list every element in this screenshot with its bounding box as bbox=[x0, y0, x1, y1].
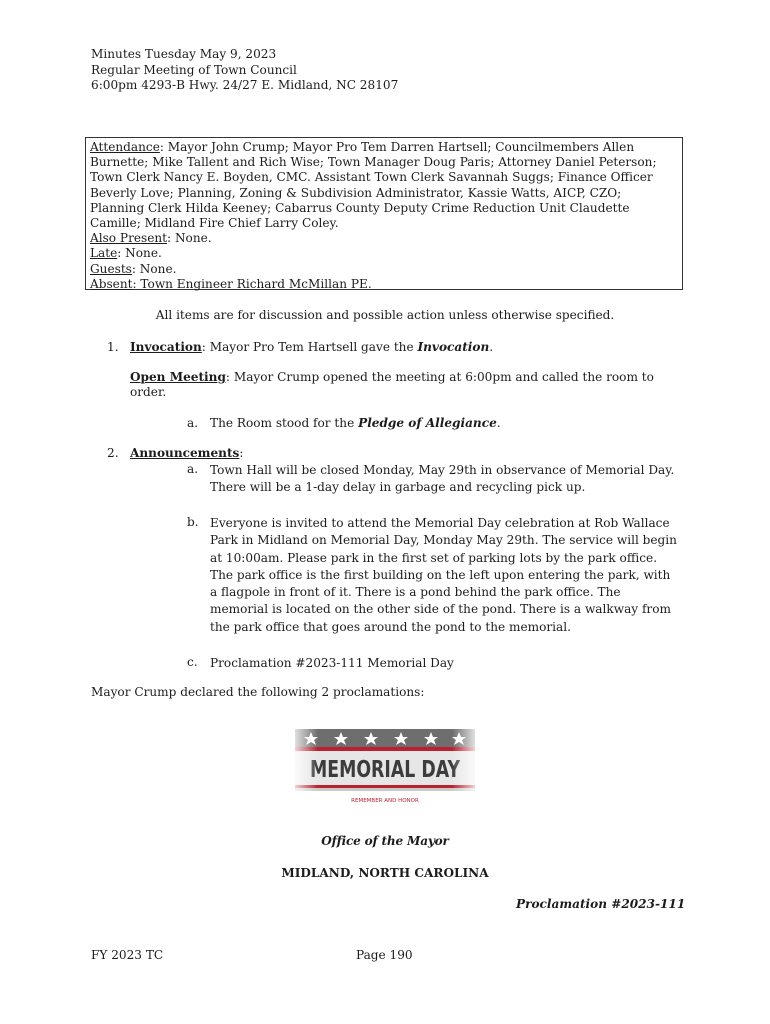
proclamation-number: Proclamation #2023-111 bbox=[516, 897, 686, 911]
sub-item-letter: a. bbox=[187, 462, 199, 476]
late: Late: None. bbox=[90, 246, 162, 261]
announcement-proclamation: Proclamation #2023-111 Memorial Day bbox=[210, 656, 454, 670]
header-meeting-type: Regular Meeting of Town Council bbox=[91, 62, 297, 77]
invocation-label: Invocation bbox=[130, 340, 202, 354]
announcement-memorial-celebration: Everyone is invited to attend the Memorial Day celebration at Rob Wallace Park in Midland on Memorial Day, Monday May 29th. The service will begin at 10:00am. Please park in the first set of parking lots by the park office. The park office is the first building on the left upon entering the park, with a flagpole in front of it. There is a pond behind the park office. The memorial is located on the other side of the pond. There is a walkway from the park office that goes around the pond to the memorial. bbox=[210, 516, 677, 634]
sub-item-letter: c. bbox=[187, 655, 198, 669]
attendance-box bbox=[85, 137, 683, 290]
sub-item-letter: a. bbox=[187, 416, 199, 430]
declared-proclamations: Mayor Crump declared the following 2 proclamations: bbox=[91, 685, 425, 699]
absent: Absent: Town Engineer Richard McMillan PE. bbox=[90, 276, 372, 291]
pledge-item: The Room stood for the Pledge of Allegiance. bbox=[210, 416, 501, 430]
attendance-line: Town Clerk Nancy E. Boyden, CMC. Assistant Town Clerk Savannah Suggs; Finance Officer bbox=[90, 170, 653, 185]
footer-fiscal-year: FY 2023 TC bbox=[91, 948, 164, 962]
attendance-line: Beverly Love; Planning, Zoning & Subdivision Administrator, Kassie Watts, AICP, CZO; bbox=[90, 185, 622, 200]
banner-fade bbox=[289, 727, 481, 811]
attendance-line: Camille; Midland Fire Chief Larry Coley. bbox=[90, 216, 339, 231]
announcements-label: Announcements bbox=[130, 446, 240, 460]
open-meeting-line: order. bbox=[130, 385, 167, 399]
header-date: Minutes Tuesday May 9, 2023 bbox=[91, 47, 277, 61]
also-present: Also Present: None. bbox=[90, 231, 212, 246]
town-name: MIDLAND, NORTH CAROLINA bbox=[281, 866, 489, 880]
attendance-line: Attendance: Mayor John Crump; Mayor Pro Tem Darren Hartsell; Councilmembers Allen bbox=[90, 140, 635, 154]
header-location: 6:00pm 4293-B Hwy. 24/27 E. Midland, NC 28107 bbox=[91, 78, 399, 92]
minutes-header bbox=[91, 47, 398, 94]
page-number: Page 190 bbox=[356, 948, 413, 962]
announcements-item: Announcements: bbox=[130, 446, 244, 460]
memorial-day-banner bbox=[289, 727, 481, 811]
attendance-line: Planning Clerk Hilda Keeney; Cabarrus County Deputy Crime Reduction Unit Claudette bbox=[90, 200, 630, 215]
invocation-item: Invocation: Mayor Pro Tem Hartsell gave the Invocation. bbox=[130, 340, 494, 354]
open-meeting-line: Open Meeting: Mayor Crump opened the meeting at 6:00pm and called the room to bbox=[130, 370, 654, 384]
item-number: 2. bbox=[107, 446, 119, 460]
open-meeting-label: Open Meeting bbox=[130, 370, 226, 384]
attendance-label: Attendance bbox=[90, 140, 160, 154]
attendance-line: Burnette; Mike Tallent and Rich Wise; Town Manager Doug Paris; Attorney Daniel Peterson; bbox=[90, 155, 657, 170]
sub-item-letter: b. bbox=[187, 515, 199, 529]
memorial-day-banner-graphic bbox=[289, 727, 481, 811]
announcement-town-hall: Town Hall will be closed Monday, May 29th in observance of Memorial Day. There will be a 1-day delay in garbage and recycling pick up. bbox=[210, 463, 675, 495]
guests: Guests: None. bbox=[90, 261, 177, 276]
item-number: 1. bbox=[107, 340, 119, 354]
discussion-notice: All items are for discussion and possible action unless otherwise specified. bbox=[155, 308, 615, 322]
office-of-mayor: Office of the Mayor bbox=[321, 834, 449, 848]
